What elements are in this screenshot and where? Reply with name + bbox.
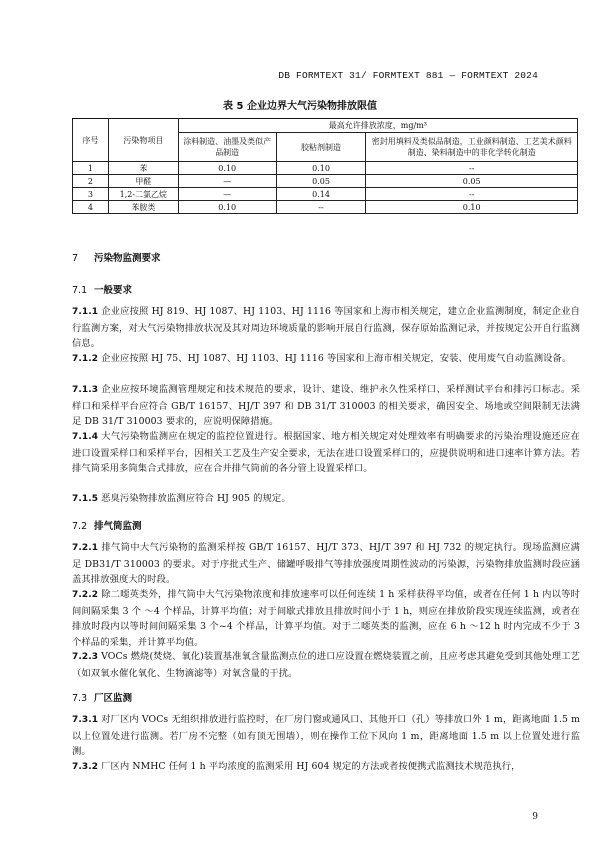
clause-7-3-2	[72, 759, 580, 776]
clause-7-1-1	[72, 304, 580, 352]
section-number: 7.1	[72, 285, 88, 296]
clause-number: 7.1.5	[72, 494, 99, 504]
cell-a: —	[178, 175, 276, 188]
clause-number: 7.1.1	[72, 307, 99, 317]
cell-pollutant: 苯	[108, 162, 178, 175]
clause-7-1-5	[72, 491, 580, 508]
cell-a: 0.10	[178, 201, 276, 214]
section-number: 7	[72, 253, 79, 264]
section-7-2-heading	[72, 518, 142, 532]
section-title: 污染物监测要求	[94, 253, 161, 264]
cell-c: 0.10	[366, 201, 578, 214]
cell-seq: 4	[73, 201, 109, 214]
clause-text: 企业应按照 HJ 75、HJ 1087、HJ 1103、HJ 1116 等国家和上海市相关规定，安装、使用废气自动监测设备。	[101, 353, 572, 364]
header-col-b: 胶粘剂制造	[276, 133, 366, 162]
clause-7-3-1	[72, 712, 580, 760]
cell-pollutant: 1,2-二氯乙烷	[108, 188, 178, 201]
section-number: 7.3	[72, 693, 88, 704]
clause-text: VOCs 燃烧(焚烧、氧化)装置基准氧含量监测点位的进口应设置在燃烧装置之前，且应考虑其避免受到其他处理工艺（如双氧水催化氧化、生物滴滤等）对氧含量的干扰。	[72, 651, 580, 679]
clause-7-1-3	[72, 382, 580, 430]
clause-7-1-2	[72, 351, 580, 368]
cell-pollutant: 苯胺类	[108, 201, 178, 214]
table-row	[73, 201, 578, 214]
clause-text: 企业应按照 HJ 819、HJ 1087、HJ 1103、HJ 1116 等国家和上海市相关规定，建立企业监测制度，制定企业自行监测方案，对大气污染物排放状况及其对周边环境质量的影响开展自行监测，保存原始监测记录，并按规定公开自行监测信息。	[72, 306, 580, 350]
section-title: 厂区监测	[94, 693, 133, 704]
header-seq: 序号	[73, 119, 109, 162]
page-number: 9	[532, 812, 538, 822]
section-7-3-heading	[72, 690, 132, 704]
header-col-c: 密封用填料及类似品制造，工业颜料制造、工艺美术颜料制造、染料制造中的非化学转化制造	[366, 133, 578, 162]
cell-a: —	[178, 188, 276, 201]
clause-number: 7.3.1	[72, 715, 99, 725]
clause-text: 企业应按环境监测管理规定和技术规范的要求，设计、建设、维护永久性采样口、采样测试平台和排污口标志。采样口和采样平台应符合 GB/T 16157、HJ/T 397 和 DB 31/T 310003 的相关要求，确因安全、场地或空间限制无法满足 DB 31/T 310003 要求的，应说明保障措施。	[72, 384, 580, 428]
cell-seq: 3	[73, 188, 109, 201]
table-row	[73, 162, 578, 175]
cell-b: --	[276, 201, 366, 214]
clause-7-2-1	[72, 540, 580, 588]
cell-b: 0.05	[276, 175, 366, 188]
clause-7-2-3	[72, 649, 580, 681]
header-col-a: 涂料制造、油墨及类似产品制造	[178, 133, 276, 162]
cell-pollutant: 甲醛	[108, 175, 178, 188]
clause-number: 7.2.2	[72, 590, 99, 600]
clause-7-2-2	[72, 587, 580, 650]
clause-number: 7.1.3	[72, 385, 99, 395]
clause-number: 7.2.3	[72, 652, 99, 662]
cell-seq: 2	[73, 175, 109, 188]
clause-text: 厂区内 NMHC 任何 1 h 平均浓度的监测采用 HJ 604 规定的方法或者按便携式监测技术规范执行，	[101, 761, 521, 772]
clause-text: 除二噁英类外，排气筒中大气污染物浓度和排放速率可以任何连续 1 h 采样获得平均值，或者在任何 1 h 内以等时间间隔采集 3 个 ～4 个样品，计算平均值；对于间歇式排放且排放时间小于 1 h，则应在排放阶段实现连续监测，或者在排放时段内以等时间间隔采集 3 个~4 个样品，计算平均值。对于二噁英类的监测，应在 6 h ～12 h 时内完成不少于 3 个样品的采集，并计算平均值。	[72, 589, 580, 648]
table-row	[73, 188, 578, 201]
clause-number: 7.2.1	[72, 543, 99, 553]
clause-number: 7.3.2	[72, 762, 99, 772]
clause-number: 7.1.4	[72, 432, 99, 442]
cell-c: 0.05	[366, 175, 578, 188]
header-limit-group: 最高允许排放浓度，mg/m³	[178, 119, 577, 133]
clause-7-1-4	[72, 429, 580, 477]
clause-text: 大气污染物监测应在规定的监控位置进行。根据国家、地方相关规定对处理效率有明确要求的污染治理设施还应在进口设置采样口和采样平台，因相关工艺及生产安全要求，无法在进口设置采样口的，应提供说明和进口速率计算方法。若排气筒采用多筒集合式排放，应在合并排气筒前的各分管上设置采样口。	[72, 431, 580, 475]
clause-text: 排气筒中大气污染物的监测采样按 GB/T 16157、HJ/T 373、HJ/T 397 和 HJ 732 的规定执行。现场监测应满足 DB31/T 310003 的要求。对于序批式生产、储罐呼吸排气等排放强度周期性波动的污染源，污染物排放监测时段应涵盖其排放强度大的时段。	[72, 542, 580, 586]
clause-text: 恶臭污染物排放监测应符合 HJ 905 的规定。	[101, 493, 291, 504]
table-title: 表 5 企业边界大气污染物排放限值	[223, 101, 377, 112]
section-title: 排气筒监测	[94, 521, 142, 532]
emission-limits-table	[72, 118, 578, 214]
section-7-1-heading	[72, 282, 132, 296]
cell-a: 0.10	[178, 162, 276, 175]
page-header: DB FORMTEXT 31/ FORMTEXT 881 — FORMTEXT 2024	[278, 70, 538, 81]
header-pollutant: 污染物项目	[108, 119, 178, 162]
table-row	[73, 175, 578, 188]
cell-c: --	[366, 162, 578, 175]
cell-seq: 1	[73, 162, 109, 175]
section-7-heading	[72, 250, 161, 264]
cell-b: 0.14	[276, 188, 366, 201]
cell-b: 0.10	[276, 162, 366, 175]
section-title: 一般要求	[94, 285, 133, 296]
section-number: 7.2	[72, 521, 88, 532]
clause-number: 7.1.2	[72, 354, 99, 364]
clause-text: 对厂区内 VOCs 无组织排放进行监控时，在厂房门窗或通风口、其他开口（孔）等排放口外 1 m，距离地面 1.5 m 以上位置处进行监测。若厂房不完整（如有顶无围墙），则在操作工位下风向 1 m，距离地面 1.5 m 以上位置处进行监测。	[72, 714, 580, 758]
cell-c: --	[366, 188, 578, 201]
